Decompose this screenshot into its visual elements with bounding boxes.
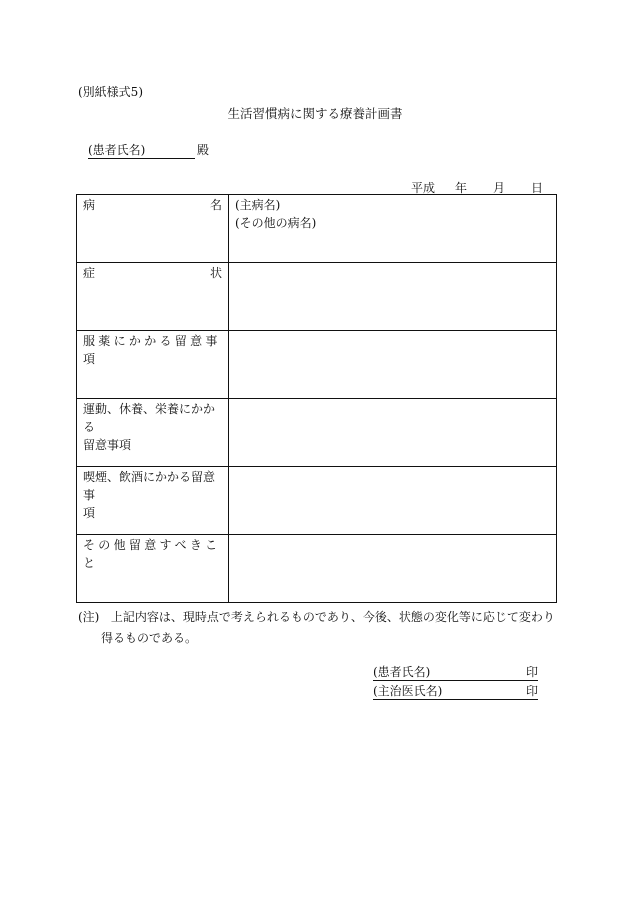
date-month: 月 — [493, 181, 506, 195]
doctor-signature-line[interactable] — [373, 683, 538, 700]
smoking-label-cell — [77, 467, 229, 535]
main-disease-label: (主病名) — [235, 198, 281, 212]
patient-name-row — [88, 141, 209, 159]
patient-signature-line[interactable] — [373, 664, 538, 681]
other-disease-label: (その他の病名) — [235, 216, 317, 230]
symptoms-content-cell[interactable] — [229, 263, 557, 331]
other-label: その他留意すべきこと — [83, 538, 221, 570]
other-content-cell[interactable] — [229, 535, 557, 603]
lifestyle-label-cell — [77, 399, 229, 467]
table-row-disease — [77, 195, 557, 263]
other-label-cell — [77, 535, 229, 603]
symptoms-label-right: 状 — [209, 266, 222, 280]
patient-name-label: (患者氏名) — [88, 143, 146, 157]
patient-name-field[interactable] — [88, 141, 195, 159]
table-row-other — [77, 535, 557, 603]
medication-label: 服薬にかかる留意事項 — [83, 334, 221, 366]
lifestyle-content-cell[interactable] — [229, 399, 557, 467]
note-line2: 得るものである。 — [101, 631, 198, 645]
table-row-symptoms — [77, 263, 557, 331]
date-day: 日 — [531, 181, 544, 195]
note-line1: 上記内容は、現時点で考えられるものであり、今後、状態の変化等に応じて変わり — [110, 610, 555, 624]
smoking-label-line2: 項 — [83, 506, 96, 520]
disease-content-cell[interactable] — [229, 195, 557, 263]
disease-label-cell — [77, 195, 229, 263]
table-row-smoking — [77, 467, 557, 535]
honorific: 殿 — [197, 143, 210, 157]
table-row-medication — [77, 331, 557, 399]
patient-signature-label: (患者氏名) — [373, 665, 431, 679]
lifestyle-label-line1: 運動、休養、栄養にかかる — [83, 402, 216, 434]
footnote — [78, 607, 555, 649]
care-plan-table — [76, 194, 557, 603]
note-prefix: (注) — [78, 610, 100, 624]
smoking-content-cell[interactable] — [229, 467, 557, 535]
medication-label-cell — [77, 331, 229, 399]
doctor-seal-mark: 印 — [525, 684, 538, 698]
medication-content-cell[interactable] — [229, 331, 557, 399]
patient-seal-mark: 印 — [525, 665, 538, 679]
disease-label-right: 名 — [209, 198, 222, 212]
date-era: 平成 — [411, 181, 436, 195]
lifestyle-label-line2: 留意事項 — [83, 438, 132, 452]
smoking-label-line1: 喫煙、飲酒にかかる留意事 — [83, 470, 216, 502]
date-year: 年 — [455, 181, 468, 195]
doctor-signature-label: (主治医氏名) — [373, 684, 443, 698]
document-title: 生活習慣病に関する療養計画書 — [227, 106, 403, 121]
form-label: (別紙様式5) — [78, 85, 143, 99]
disease-label-left: 病 — [83, 198, 96, 212]
symptoms-label-left: 症 — [83, 266, 96, 280]
symptoms-label-cell — [77, 263, 229, 331]
table-row-lifestyle — [77, 399, 557, 467]
